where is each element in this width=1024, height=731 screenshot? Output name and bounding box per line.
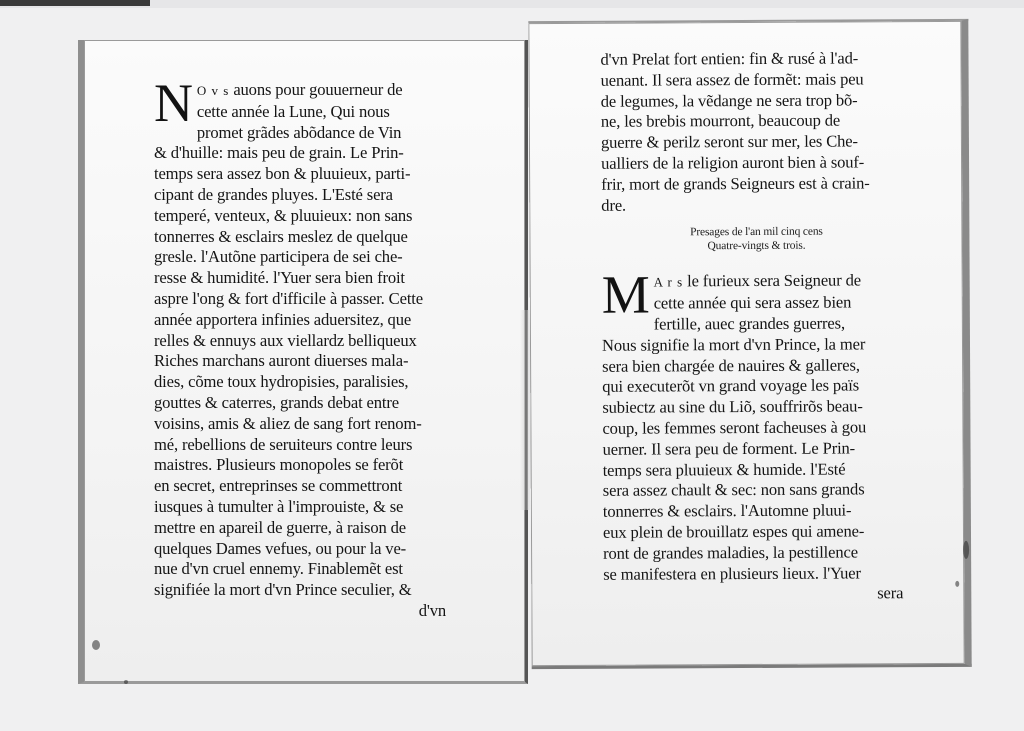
top-edge-strip (0, 0, 1024, 8)
text-line: cette année qui sera assez bien (653, 292, 852, 313)
ink-smudge (124, 680, 128, 684)
text-line: voisins, amis & aliez de sang fort renom- (154, 413, 422, 433)
right-page-text (600, 48, 913, 606)
right-dropcap: M (601, 264, 650, 326)
ink-smudge (963, 541, 969, 559)
text-line: quelques Dames vefues, ou pour la ve- (154, 538, 407, 558)
text-line: ne, les brebis mourront, beaucoup de (600, 110, 841, 132)
text-line: gouttes & caterres, grands debat entre (154, 392, 399, 412)
text-line: resse & humidité. l'Yuer sera bien froit (154, 268, 405, 288)
text-line: signifiée la mort d'vn Prince seculier, & (154, 580, 412, 600)
top-dark-strip (0, 0, 150, 6)
left-dropcap-rest: O v s (196, 83, 230, 98)
heading-line: Quatre-vingts & trois. (707, 240, 806, 253)
text-line: d'vn Prelat fort entien: fin & rusé à l'ad- (600, 48, 859, 69)
ink-smudge (955, 581, 959, 587)
text-line: dies, cõme toux hydropisies, paralisies, (154, 372, 409, 392)
text-line: tonnerres & esclairs. l'Automne pluui- (602, 500, 852, 521)
text-line: eux plein de brouillatz espes qui amene- (602, 521, 865, 542)
text-line: auons pour gouuerneur de (233, 80, 403, 99)
text-line (154, 80, 474, 102)
text-line: ront de grandes maladies, la pestillence (603, 542, 858, 563)
left-page (78, 40, 528, 684)
text-line: uerner. Il sera peu de forment. Le Prin- (602, 438, 856, 459)
text-line: coup, les femmes seront facheuses à gou (602, 417, 867, 438)
text-line: gresle. l'Autõne participera de sei che- (154, 247, 403, 267)
text-line: mettre en apareil de guerre, à raison de (154, 517, 406, 537)
right-catchword: sera (877, 583, 904, 603)
text-line: relles & ennuys aux viellardz belliqueux (154, 330, 417, 350)
text-line: dre. (601, 195, 627, 215)
text-line: temperé, venteux, & pluuieux: non sans (154, 205, 413, 225)
right-page (528, 19, 971, 669)
text-line: Nous signifie la mort d'vn Prince, la mer (601, 334, 866, 355)
text-line: aspre l'ong & fort d'ifficile à passer. Cette (154, 288, 423, 308)
section-heading (601, 225, 911, 255)
text-line: uenant. Il sera assez de formẽt: mais peu (600, 69, 864, 90)
right-dropcap-rest: A r s (653, 274, 684, 290)
text-line: se manifestera en plusieurs lieux. l'Yuer (603, 562, 861, 584)
text-line: temps sera pluuieux & humide. l'Esté (602, 459, 846, 480)
heading-line: Presages de l'an mil cinq cens (690, 225, 823, 239)
text-line: & d'huille: mais peu de grain. Le Prin- (154, 143, 404, 163)
text-line: de legumes, la vẽdange ne sera trop bõ- (600, 90, 858, 111)
text-line: en secret, entreprinses se commettront (154, 476, 403, 496)
text-line: le furieux sera Seigneur de (687, 270, 861, 291)
text-line: qui executerõt vn grand voyage les païs (602, 375, 860, 397)
text-line: cette année la Lune, Qui nous (196, 101, 390, 121)
ink-smudge (92, 640, 100, 650)
text-line: promet grãdes abõdance de Vin (196, 122, 402, 142)
text-line: sera bien chargée de nauires & galleres, (602, 354, 860, 376)
left-dropcap: N (154, 73, 193, 133)
text-line: iusques à tumulter à l'improuiste, & se (154, 496, 404, 516)
text-line: ualliers de la religion auront bien à souf- (601, 152, 865, 173)
text-line: tonnerres & esclairs meslez de quelque (154, 226, 408, 246)
text-line: mé, rebellions de seruiteurs contre leurs (154, 434, 413, 454)
text-line: cipant de grandes pluyes. L'Esté sera (154, 184, 393, 204)
text-line: temps sera assez bon & pluuieux, parti- (154, 164, 411, 184)
text-line: sera assez chault & sec: non sans grands (602, 479, 865, 501)
text-line: année apportera infinies aduersitez, que (154, 309, 412, 329)
text-line: Riches marchans auront diuerses mala- (154, 351, 409, 371)
text-line: frir, mort de grands Seigneurs est à crain- (601, 173, 870, 194)
text-line: subiectz au sine du Liõ, souffrirõs beau- (602, 396, 863, 417)
text-line: maistres. Plusieurs monopoles se ferõt (154, 455, 404, 475)
left-catchword: d'vn (418, 600, 446, 620)
text-line: nue d'vn cruel ennemy. Finablemẽt est (154, 559, 403, 579)
text-line: guerre & perilz seront sur mer, les Che- (600, 131, 858, 152)
text-line: fertille, auec grandes guerres, (653, 313, 845, 334)
open-book (78, 20, 973, 685)
left-page-text (154, 73, 474, 622)
